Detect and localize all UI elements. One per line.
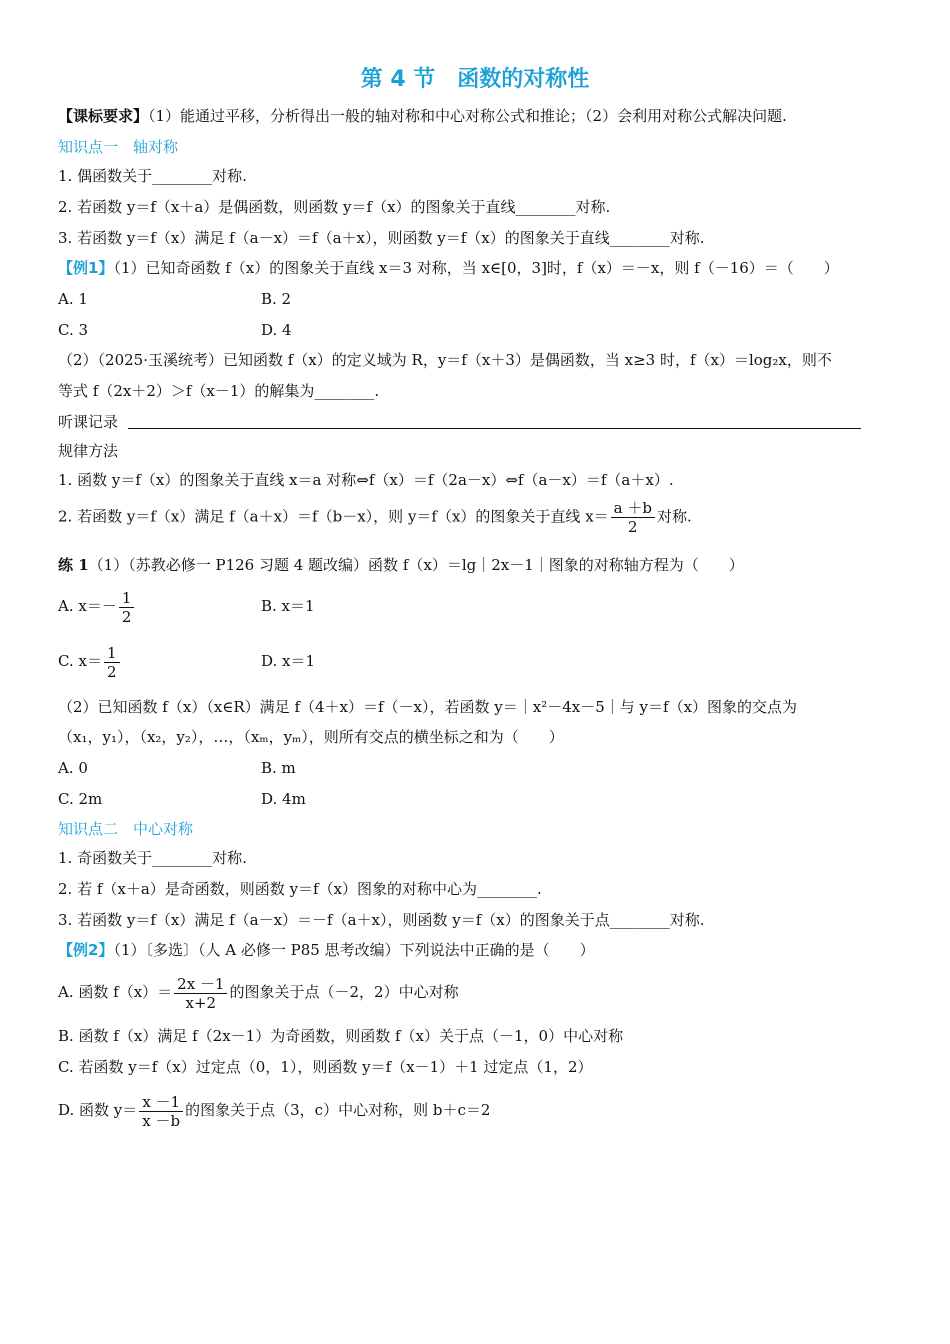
pr1-option-a-text: A. x＝－ — [58, 597, 117, 615]
method-heading: 规律方法 — [58, 442, 119, 460]
ex2-option-a — [58, 972, 459, 1014]
fraction-numerator: 1 — [119, 589, 135, 608]
pr1-q2-option-d: D. 4m — [261, 790, 306, 808]
pr1-q1-text: （1）（苏教必修一 P126 习题 4 题改编）函数 f（x）＝lg｜2x－1｜图象的对称轴方程为（ ） — [88, 556, 744, 574]
pr1-option-d: D. x＝1 — [261, 652, 316, 670]
pr1-options-row-2 — [58, 643, 316, 683]
ex2-option-c: C. 若函数 y＝f（x）过定点（0，1），则函数 y＝f（x－1）＋1 过定点（1，2） — [58, 1058, 593, 1076]
ex2-option-a-post: 的图象关于点（－2，2）中心对称 — [229, 983, 459, 1001]
pr1-option-a — [58, 588, 136, 626]
fraction-numerator: a ＋b — [611, 499, 655, 518]
notes-rule — [128, 428, 861, 429]
method-fraction — [611, 499, 655, 536]
method-line-1: 1. 函数 y＝f（x）的图象关于直线 x＝a 对称⇔f（x）＝f（2a－x）⇔f（a－x）＝f（a＋x）. — [58, 471, 674, 489]
ex2-option-a-pre: A. 函数 f（x）＝ — [58, 983, 173, 1001]
kp2-item-1: 1. 奇函数关于________对称. — [58, 849, 247, 867]
fraction-denominator: x+2 — [185, 993, 217, 1012]
requirement-line — [58, 106, 787, 126]
ex1-label: 【例1】 — [58, 259, 114, 277]
pr1-option-a-fraction — [119, 589, 135, 626]
fraction-denominator: 2 — [106, 662, 117, 681]
ex2-label: 【例2】 — [58, 941, 114, 959]
pr1-options-row-3 — [58, 758, 296, 778]
method-line-2 — [58, 499, 692, 536]
pr1-q2-option-b: B. m — [261, 759, 296, 777]
ex2-option-d — [58, 1090, 490, 1132]
requirement-label: 【课标要求】 — [58, 107, 149, 125]
method-line-2-post: 对称. — [656, 507, 692, 526]
kp1-item-2: 2. 若函数 y＝f（x＋a）是偶函数，则函数 y＝f（x）的图象关于直线________对称. — [58, 198, 611, 216]
ex1-q2-line-1: （2）（2025·玉溪统考）已知函数 f（x）的定义域为 R，y＝f（x＋3）是偶函数，当 x≥3 时，f（x）＝log₂x，则不 — [58, 351, 832, 369]
kp2-heading: 知识点二 中心对称 — [58, 820, 194, 838]
page-title: 第 4 节 函数的对称性 — [360, 67, 590, 92]
ex2-option-d-post: 的图象关于点（3，c）中心对称，则 b＋c＝2 — [185, 1101, 491, 1119]
ex1-option-a: A. 1 — [58, 290, 88, 308]
ex2-q1-text: （1）〔多选〕（人 A 必修一 P85 思考改编）下列说法中正确的是（ ） — [113, 941, 595, 959]
ex2-option-d-fraction — [139, 1093, 183, 1130]
ex1-option-c: C. 3 — [58, 321, 89, 339]
pr1-q2-option-c: C. 2m — [58, 790, 103, 808]
pr1-option-b: B. x＝1 — [261, 597, 315, 615]
ex1-q1-text: （1）已知奇函数 f（x）的图象关于直线 x＝3 对称，当 x∈[0，3]时，f（x）＝－x，则 f（－16）＝（ ） — [113, 259, 839, 277]
fraction-numerator: x －1 — [139, 1093, 183, 1112]
requirement-text: （1）能通过平移，分析得出一般的轴对称和中心对称公式和推论；（2）会利用对称公式解决问题. — [148, 107, 787, 125]
method-line-2-pre: 2. 若函数 y＝f（x）满足 f（a＋x）＝f（b－x），则 y＝f（x）的图象关于直线 x＝ — [58, 507, 609, 526]
pr1-label: 练 1 — [58, 556, 89, 574]
ex1-option-b: B. 2 — [261, 290, 292, 308]
ex2-option-b: B. 函数 f（x）满足 f（2x－1）为奇函数，则函数 f（x）关于点（－1，0）中心对称 — [58, 1027, 624, 1045]
pr1-q1 — [58, 555, 744, 575]
pr1-options-row-1 — [58, 588, 315, 628]
notes-label: 听课记录 — [58, 413, 119, 431]
pr1-q2-option-a: A. 0 — [58, 759, 88, 777]
fraction-numerator: 2x －1 — [174, 975, 227, 994]
pr1-option-c-fraction — [104, 644, 120, 681]
pr1-q2-line-1: （2）已知函数 f（x）（x∈R）满足 f（4＋x）＝f（－x），若函数 y＝｜x²－4x－5｜与 y＝f（x）图象的交点为 — [58, 698, 798, 716]
kp2-item-2: 2. 若 f（x＋a）是奇函数，则函数 y＝f（x）图象的对称中心为________. — [58, 880, 542, 898]
fraction-denominator: x －b — [142, 1111, 181, 1130]
kp2-item-3: 3. 若函数 y＝f（x）满足 f（a－x）＝－f（a＋x），则函数 y＝f（x）的图象关于点________对称. — [58, 911, 705, 929]
fraction-numerator: 1 — [104, 644, 120, 663]
pr1-options-row-4 — [58, 789, 306, 809]
ex2-option-d-pre: D. 函数 y＝ — [58, 1101, 138, 1119]
pr1-q2-line-2: （x₁，y₁），（x₂，y₂），…，（xₘ，yₘ），则所有交点的横坐标之和为（ ） — [58, 728, 564, 746]
ex1-options-row-2 — [58, 320, 292, 340]
fraction-denominator: 2 — [121, 607, 132, 626]
ex1-options-row-1 — [58, 289, 292, 309]
ex2-q1 — [58, 940, 595, 960]
pr1-option-c — [58, 643, 122, 681]
ex2-option-a-fraction — [174, 975, 227, 1012]
ex1-q2-line-2: 等式 f（2x＋2）＞f（x－1）的解集为________. — [58, 382, 380, 400]
kp1-heading: 知识点一 轴对称 — [58, 138, 179, 156]
ex1-q1 — [58, 258, 839, 278]
pr1-option-c-text: C. x＝ — [58, 652, 102, 670]
kp1-item-3: 3. 若函数 y＝f（x）满足 f（a－x）＝f（a＋x），则函数 y＝f（x）的图象关于直线________对称. — [58, 229, 705, 247]
ex1-option-d: D. 4 — [261, 321, 292, 339]
fraction-denominator: 2 — [628, 518, 638, 536]
kp1-item-1: 1. 偶函数关于________对称. — [58, 167, 247, 185]
